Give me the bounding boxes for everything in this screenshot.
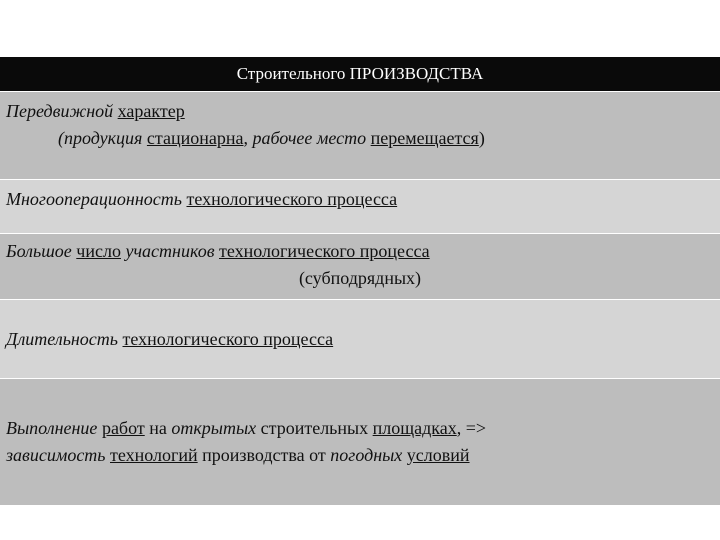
row-text: технологий: [110, 445, 198, 465]
row-text: характер: [117, 101, 185, 121]
row-text: участников: [125, 241, 215, 261]
table-header: [0, 57, 720, 92]
table-row: [0, 379, 720, 506]
row-text: число: [76, 241, 121, 261]
table-row: [0, 300, 720, 379]
row-text: (субподрядных): [298, 268, 422, 288]
row-text: Многооперационность: [6, 189, 182, 209]
row-text: Выполнение: [6, 418, 98, 438]
row-text: (продукция: [58, 128, 143, 148]
row-text: рабочее место: [252, 128, 367, 148]
row-text: условий: [406, 445, 470, 465]
table-header-title: Строительного ПРОИЗВОДСТВА: [236, 64, 484, 83]
row-text: ): [478, 128, 485, 148]
row-text: Большое: [6, 241, 72, 261]
row-text: Длительность: [6, 329, 118, 349]
table-row: [0, 180, 720, 234]
row-text: ,: [243, 128, 248, 148]
characteristics-table: [0, 57, 720, 506]
row-text: перемещается: [370, 128, 479, 148]
row-text: технологического процесса: [122, 329, 334, 349]
row-text: Передвижной: [6, 101, 114, 121]
row-text: технологического процесса: [219, 241, 430, 261]
row-text: площадках: [372, 418, 457, 438]
row-text: на: [149, 418, 167, 438]
row-text: погодных: [330, 445, 403, 465]
row-text: открытых: [171, 418, 257, 438]
row-text: зависимость: [6, 445, 106, 465]
row-text: производства от: [202, 445, 326, 465]
row-text: стационарна: [146, 128, 244, 148]
row-text: работ: [101, 418, 145, 438]
row-text: , =>: [456, 418, 487, 438]
row-text: технологического процесса: [186, 189, 398, 209]
table-row: [0, 92, 720, 180]
row-text: строительных: [260, 418, 369, 438]
table-row: [0, 234, 720, 300]
